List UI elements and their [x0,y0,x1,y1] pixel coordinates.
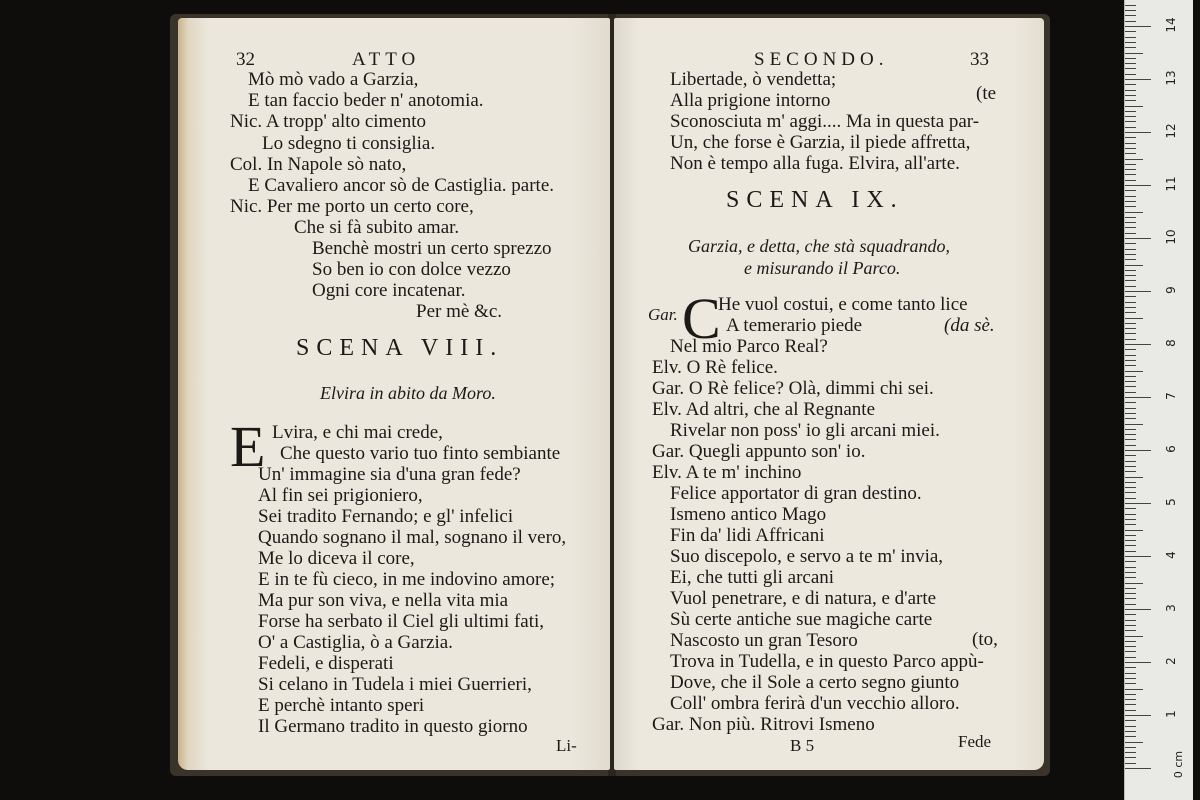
ruler-tick [1125,312,1136,313]
ruler-tick [1125,100,1136,101]
ruler-tick [1125,508,1136,509]
text-line: Sù certe antiche sue magiche carte [670,609,933,630]
text-line: Suo discepolo, e servo a te m' invia, [670,546,944,567]
ruler-tick [1125,678,1136,679]
text-line: He vuol costui, e come tanto lice [718,294,968,315]
ruler-tick [1125,132,1151,133]
ruler-tick [1125,540,1136,541]
ruler-tick [1125,657,1136,658]
ruler-tick [1125,164,1136,165]
text-line: Vuol penetrare, e di natura, e d'arte [670,588,937,609]
ruler-tick [1125,556,1151,557]
ruler-tick [1125,683,1136,684]
running-head-right: SECONDO. [754,49,889,70]
text-line: Sconosciuta m' aggi.... Ma in questa par- [670,111,980,132]
ruler-tick [1125,386,1136,387]
ruler-tick [1125,482,1136,483]
ruler-tick [1125,5,1136,6]
ruler-tick [1125,736,1136,737]
ruler-tick [1125,106,1143,107]
ruler-tick [1125,752,1136,753]
ruler-tick [1125,222,1136,223]
ruler-tick [1125,392,1136,393]
text-line: Un, che forse è Garzia, il piede affretta, [670,132,971,153]
ruler-tick [1125,238,1151,239]
text-line: Ei, che tutti gli arcani [670,567,835,588]
ruler-tick [1125,270,1136,271]
ruler-tick [1125,646,1136,647]
ruler-tick [1125,137,1136,138]
ruler-tick [1125,74,1136,75]
ruler-tick [1125,254,1136,255]
text-line: Si celano in Tudela i miei Guerrieri, [258,674,532,695]
ruler-tick [1125,47,1136,48]
ruler-tick [1125,604,1136,605]
ruler-tick [1125,726,1136,727]
ruler-tick [1125,424,1143,425]
ruler-tick [1125,26,1151,27]
ruler-tick [1125,174,1136,175]
text-line: Nic. Per me porto un certo core, [230,196,474,217]
ruler-tick [1125,121,1136,122]
ruler-tick [1125,530,1143,531]
text-line: So ben io con dolce vezzo [312,259,511,280]
text-line: Per mè &c. [416,301,503,322]
text-line: Che questo vario tuo finto sembiante [280,443,561,464]
scene-title-left: SCENA VIII. [296,335,504,361]
ruler-number: 11 [1164,176,1178,192]
ruler-tick [1125,503,1151,504]
ruler-tick [1125,339,1136,340]
text-overflow: (te [976,83,997,104]
left-page [178,18,610,770]
ruler-tick [1125,217,1136,218]
ruler-tick [1125,328,1136,329]
text-line: Trova in Tudella, e in questo Parco appù- [670,651,984,672]
text-line: Alla prigione intorno [670,90,831,111]
ruler-tick [1125,402,1136,403]
ruler-tick [1125,212,1143,213]
text-line: A temerario piede [726,315,863,336]
text-line: Fedeli, e disperati [258,653,394,674]
ruler-tick [1125,84,1136,85]
stage-direction: (da sè. [944,315,995,336]
ruler-tick [1125,365,1136,366]
ruler-tick [1125,545,1136,546]
ruler-tick [1125,598,1136,599]
ruler-tick [1125,694,1136,695]
ruler-tick [1125,715,1151,716]
ruler-tick [1125,588,1136,589]
ruler-number: 13 [1164,70,1178,86]
ruler-tick [1125,397,1151,398]
text-line: Quando sognano il mal, sognano il vero, [258,527,567,548]
ruler-tick [1125,583,1143,584]
ruler-tick [1125,355,1136,356]
ruler-number: 1 [1164,710,1178,718]
ruler-number: 7 [1164,392,1178,400]
ruler-tick [1125,259,1136,260]
ruler-tick [1125,31,1136,32]
ruler-tick [1125,450,1151,451]
text-line: Lvira, e chi mai crede, [272,422,443,443]
text-line: Coll' ombra ferirà d'un vecchio alloro. [670,693,960,714]
ruler-number: 4 [1164,551,1178,559]
ruler-tick [1125,227,1136,228]
ruler-tick [1125,461,1136,462]
catchword-left: Li- [556,736,577,755]
ruler-tick [1125,349,1136,350]
ruler-tick [1125,418,1136,419]
ruler-tick [1125,280,1136,281]
text-line: Fin da' lidi Affricani [670,525,825,546]
ruler-tick [1125,381,1136,382]
measurement-ruler [1124,0,1193,800]
ruler-tick [1125,333,1136,334]
ruler-tick [1125,636,1143,637]
ruler-tick [1125,143,1136,144]
ruler-tick [1125,763,1136,764]
ruler-tick [1125,21,1136,22]
ruler-tick [1125,201,1136,202]
ruler-tick [1125,10,1136,11]
ruler-tick [1125,159,1143,160]
text-line: Ogni core incatenar. [312,280,466,301]
text-line: Nel mio Parco Real? [670,336,828,357]
ruler-tick [1125,291,1151,292]
open-book [170,14,1050,776]
ruler-number: 5 [1164,498,1178,506]
ruler-tick [1125,429,1136,430]
ruler-tick [1125,561,1136,562]
ruler-tick [1125,371,1143,372]
ruler-tick [1125,95,1136,96]
text-overflow: (to, [972,629,998,650]
ruler-tick [1125,53,1143,54]
ruler-number: 8 [1164,339,1178,347]
ruler-tick [1125,265,1143,266]
ruler-tick [1125,704,1136,705]
ruler-tick [1125,249,1136,250]
ruler-tick [1125,344,1151,345]
ruler-tick [1125,153,1136,154]
text-line: Lo sdegno ti consiglia. [262,133,436,154]
ruler-tick [1125,699,1136,700]
text-line: Me lo diceva il core, [258,548,415,569]
ruler-tick [1125,185,1151,186]
text-line: Elv. O Rè felice. [652,357,778,378]
ruler-tick [1125,577,1136,578]
text-line: Nascosto un gran Tesoro [670,630,858,651]
text-line: Gar. Quegli appunto son' io. [652,441,866,462]
page-number-right: 33 [970,49,989,70]
ruler-tick [1125,127,1136,128]
text-line: Rivelar non poss' io gli arcani miei. [670,420,940,441]
catchword-right: Fede [958,732,992,751]
ruler-number: 6 [1164,445,1178,453]
ruler-tick [1125,514,1136,515]
text-line: E Cavaliero ancor sò de Castiglia. parte. [248,175,555,196]
ruler-tick [1125,190,1136,191]
ruler-tick [1125,413,1136,414]
text-line: Non è tempo alla fuga. Elvira, all'arte. [670,153,960,174]
ruler-tick [1125,445,1136,446]
signature-mark: B 5 [790,736,815,755]
text-line: E perchè intanto speri [258,695,425,716]
ruler-number: 3 [1164,604,1178,612]
running-head-left: ATTO [352,49,421,70]
ruler-tick [1125,609,1151,610]
ruler-tick [1125,625,1136,626]
ruler-tick [1125,757,1136,758]
text-line: Gar. Non più. Ritrovi Ismeno [652,714,875,735]
text-line: Il Germano tradito in questo giorno [258,716,528,737]
ruler-tick [1125,620,1136,621]
ruler-tick [1125,731,1136,732]
ruler-tick [1125,673,1136,674]
ruler-tick [1125,275,1136,276]
scene-title-right: SCENA IX. [726,187,904,213]
ruler-tick [1125,471,1136,472]
ruler-tick [1125,42,1136,43]
ruler-tick [1125,439,1136,440]
text-line: Ismeno antico Mago [670,504,827,525]
ruler-number: 14 [1164,17,1178,33]
ruler-tick [1125,593,1136,594]
ruler-tick [1125,116,1136,117]
ruler-tick [1125,90,1136,91]
scene-subtitle-right-1: Garzia, e detta, che stà squadrando, [688,236,950,256]
text-line: O' a Castiglia, ò a Garzia. [258,632,453,653]
ruler-tick [1125,466,1136,467]
ruler-number: 2 [1164,657,1178,665]
ruler-tick [1125,551,1136,552]
ruler-tick [1125,477,1143,478]
ruler-tick [1125,689,1143,690]
ruler-tick [1125,148,1136,149]
ruler-tick [1125,524,1136,525]
ruler-tick [1125,286,1136,287]
text-line: Mò mò vado a Garzia, [248,69,419,90]
ruler-tick [1125,243,1136,244]
ruler-tick [1125,63,1136,64]
text-line: Elv. Ad altri, che al Regnante [652,399,875,420]
ruler-tick [1125,318,1143,319]
ruler-tick [1125,614,1136,615]
ruler-number: 10 [1164,229,1178,245]
text-line: Dove, che il Sole a certo segno giunto [670,672,960,693]
ruler-tick [1125,180,1136,181]
ruler-tick [1125,79,1151,80]
text-line: E in te fù cieco, in me indovino amore; [258,569,556,590]
ruler-tick [1125,720,1136,721]
ruler-tick [1125,169,1136,170]
ruler-tick [1125,206,1136,207]
ruler-tick [1125,15,1136,16]
ruler-tick [1125,58,1136,59]
text-line: Benchè mostri un certo sprezzo [312,238,552,259]
ruler-tick [1125,302,1136,303]
ruler-tick [1125,519,1136,520]
ruler-tick [1125,487,1136,488]
ruler-tick [1125,196,1136,197]
text-line: E tan faccio beder n' anotomia. [248,90,484,111]
text-line: Forse ha serbato il Ciel gli ultimi fati, [258,611,545,632]
drop-cap-right: C [682,286,721,351]
text-line: Libertade, ò vendetta; [670,69,837,90]
text-line: Col. In Napole sò nato, [230,154,407,175]
ruler-tick [1125,37,1136,38]
text-line: Elv. A te m' inchino [652,462,802,483]
drop-cap-left: E [230,414,266,479]
ruler-tick [1125,111,1136,112]
text-line: Un' immagine sia d'una gran fede? [258,464,521,485]
ruler-tick [1125,667,1136,668]
ruler-tick [1125,434,1136,435]
ruler-tick [1125,535,1136,536]
ruler-number: 9 [1164,286,1178,294]
text-line: Che si fà subito amar. [294,217,460,238]
ruler-unit: 0 cm [1172,750,1186,779]
ruler-tick [1125,360,1136,361]
ruler-tick [1125,492,1136,493]
scene-subtitle-left: Elvira in abito da Moro. [320,383,496,403]
ruler-tick [1125,662,1151,663]
ruler-tick [1125,68,1136,69]
scene-subtitle-right-2: e misurando il Parco. [744,258,901,278]
ruler-tick [1125,376,1136,377]
ruler-tick [1125,630,1136,631]
ruler-tick [1125,710,1136,711]
ruler-tick [1125,742,1143,743]
ruler-number: 12 [1164,123,1178,139]
ruler-tick [1125,747,1136,748]
text-line: Felice apportator di gran destino. [670,483,922,504]
ruler-tick [1125,296,1136,297]
ruler-tick [1125,233,1136,234]
ruler-tick [1125,572,1136,573]
ruler-tick [1125,651,1136,652]
ruler-tick [1125,323,1136,324]
ruler-tick [1125,567,1136,568]
ruler-tick [1125,641,1136,642]
ruler-tick [1125,455,1136,456]
text-line: Gar. O Rè felice? Olà, dimmi chi sei. [652,378,934,399]
text-line: Al fin sei prigioniero, [258,485,423,506]
page-number-left: 32 [236,49,255,70]
text-line: Nic. A tropp' alto cimento [230,111,427,132]
ruler-tick [1125,498,1136,499]
ruler-tick [1125,307,1136,308]
text-line: Sei tradito Fernando; e gl' infelici [258,506,514,527]
ruler-tick [1125,768,1151,769]
text-line: Ma pur son viva, e nella vita mia [258,590,509,611]
speaker-label: Gar. [648,305,678,324]
ruler-tick [1125,408,1136,409]
right-page [614,18,1044,770]
